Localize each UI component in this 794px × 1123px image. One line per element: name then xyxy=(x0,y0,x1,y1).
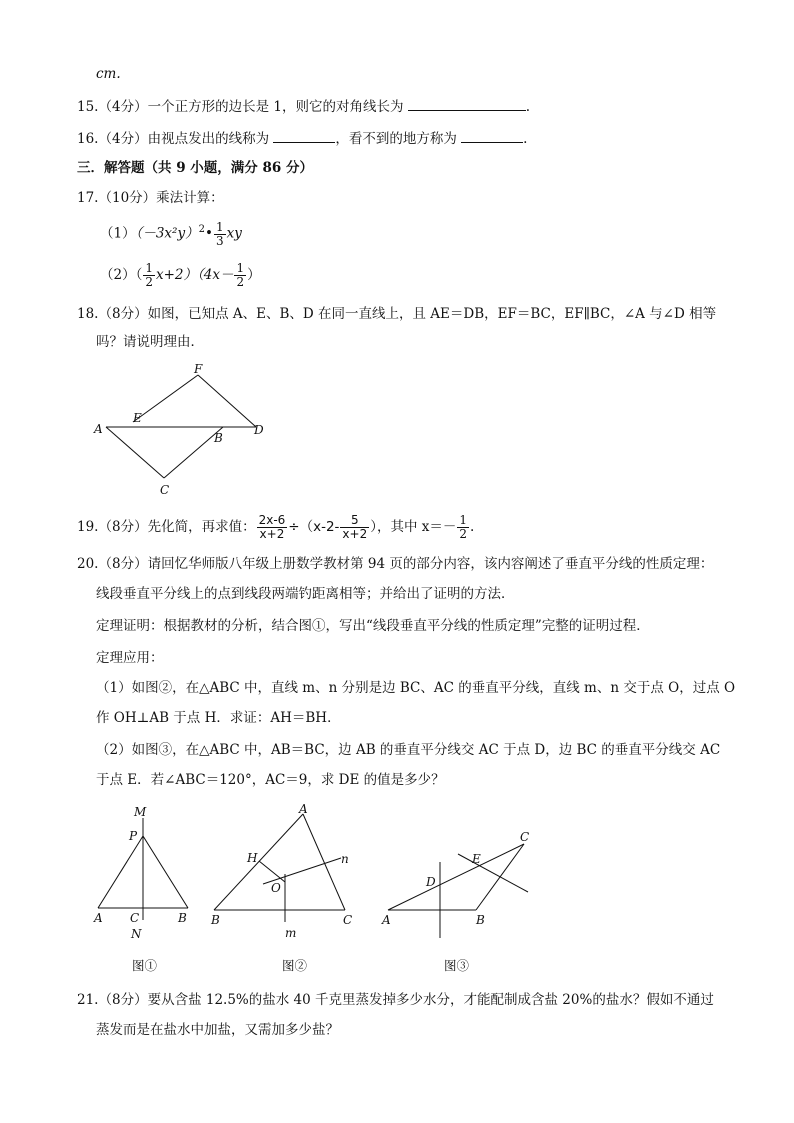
label-A: A xyxy=(94,422,103,436)
expression: ），其中 x＝－ xyxy=(370,519,457,535)
question-20-line-4: 定理应用： xyxy=(96,650,164,666)
question-20 xyxy=(77,554,713,574)
segment-FD xyxy=(198,375,256,427)
question-text: 如图，已知点 A、E、B、D 在同一直线上，且 AE＝DB，EF＝BC，EF∥BC，∠A 与∠D 相等 xyxy=(147,306,717,322)
figure-caption: 图② xyxy=(282,958,308,973)
section-title: 三．解答题（共 9 小题，满分 86 分） xyxy=(77,160,313,176)
question-points: （10分） xyxy=(98,190,157,206)
question-points: （8分） xyxy=(98,519,148,535)
question-number: 20. xyxy=(77,556,99,572)
label-m: m xyxy=(285,926,297,940)
question-text: 乘法计算： xyxy=(156,190,224,206)
figure-caption: 图③ xyxy=(444,958,470,973)
answer-blank xyxy=(461,128,523,143)
question-points: （4分） xyxy=(98,99,148,115)
period: . xyxy=(523,131,528,147)
label-B: B xyxy=(211,913,220,927)
question-18 xyxy=(77,304,716,324)
question-20-line-6: 作 OH⊥AB 于点 H．求证：AH＝BH． xyxy=(96,710,341,726)
part-label: （1） xyxy=(100,225,136,242)
label-E: E xyxy=(133,411,142,425)
figure-3 xyxy=(378,800,538,980)
question-points: （4分） xyxy=(98,131,148,147)
question-points: （8分） xyxy=(98,306,148,322)
question-20-line-8: 于点 E．若∠ABC＝120°，AC＝9，求 DE 的值是多少？ xyxy=(96,772,445,788)
label-H: H xyxy=(247,851,258,865)
exponent: 2 xyxy=(198,224,205,235)
label-B: B xyxy=(214,431,223,445)
question-points: （8分） xyxy=(98,992,148,1008)
label-O: O xyxy=(271,881,281,895)
question-points: （8分） xyxy=(98,556,148,572)
figure-q18 xyxy=(88,360,278,500)
label-C: C xyxy=(130,911,140,925)
expression: x+2）（4x－ xyxy=(155,267,234,283)
label-A: A xyxy=(94,911,103,925)
expression: （－3x²y） xyxy=(135,225,199,242)
label-C: C xyxy=(343,913,353,927)
question-number: 19. xyxy=(77,519,99,535)
question-number: 17. xyxy=(77,190,99,206)
question-17 xyxy=(77,188,224,208)
label-N: N xyxy=(131,927,142,941)
label-B: B xyxy=(178,911,187,925)
label-C: C xyxy=(520,830,530,844)
segment-EF xyxy=(133,375,198,422)
question-20-line-7: （2）如图③，在△ABC 中，AB＝BC，边 AB 的垂直平分线交 AC 于点 D，边 BC 的垂直平分线交 AC xyxy=(96,742,721,758)
figure-1 xyxy=(88,800,198,980)
label-M: M xyxy=(134,805,147,819)
fraction: $\frac{1}{3}$ xyxy=(215,219,224,248)
label-F: F xyxy=(194,362,203,376)
segment-AP xyxy=(98,836,143,908)
fraction: $\frac{5}{x+2}$ xyxy=(342,513,368,541)
question-text: 要从含盐 12.5%的盐水 40 千克里蒸发掉多少水分，才能配制成含盐 20%的盐水？假如不通过 xyxy=(147,992,714,1008)
question-text: 由视点发出的线称为 xyxy=(147,131,270,147)
question-text: ，看不到的地方称为 xyxy=(335,131,457,147)
segment-AC xyxy=(106,427,164,478)
question-19 xyxy=(77,514,474,541)
paren: ） xyxy=(247,267,261,283)
question-number: 18. xyxy=(77,306,99,322)
segment-BA xyxy=(214,814,303,910)
label-D: D xyxy=(254,423,264,437)
part-label: （2） xyxy=(100,267,136,283)
fraction: $\frac{2x-6}{x+2}$ xyxy=(258,513,286,541)
fraction: $\frac{1}{2}$ xyxy=(236,261,245,289)
label-A: A xyxy=(299,802,308,816)
fraction: $\frac{1}{2}$ xyxy=(459,513,468,541)
question-17-part-1 xyxy=(100,220,242,248)
question-20-line-3: 定理证明：根据教材的分析，结合图①，写出“线段垂直平分线的性质定理”完整的证明过程． xyxy=(96,618,650,634)
question-number: 15. xyxy=(77,99,99,115)
question-text: 一个正方形的边长是 1，则它的对角线长为 xyxy=(147,99,404,115)
label-C: C xyxy=(160,483,170,497)
segment-AC xyxy=(303,814,345,910)
fraction: $\frac{1}{2}$ xyxy=(145,261,153,289)
period: . xyxy=(525,99,531,115)
label-E: E xyxy=(472,852,481,866)
question-16 xyxy=(77,128,527,149)
expression: xy xyxy=(226,225,242,242)
figure-caption: 图① xyxy=(132,958,158,973)
answer-blank xyxy=(273,128,335,143)
expression: ÷（x-2- xyxy=(288,519,340,535)
label-B: B xyxy=(476,913,485,927)
period: . xyxy=(470,519,475,535)
question-21 xyxy=(77,990,714,1010)
figure-2 xyxy=(205,800,365,980)
answer-blank xyxy=(408,96,526,111)
question-17-part-2 xyxy=(100,262,261,289)
segment-AC xyxy=(388,844,524,910)
label-n: n xyxy=(341,852,349,866)
question-text: 请回忆华师版八年级上册数学教材第 94 页的部分内容，该内容阐述了垂直平分线的性质定理： xyxy=(147,556,714,572)
question-text: 先化简，再求值： xyxy=(147,519,256,535)
paren: （ xyxy=(135,267,143,283)
question-21-line-2: 蒸发而是在盐水中加盐，又需加多少盐？ xyxy=(96,1022,339,1038)
question-number: 21. xyxy=(77,992,99,1008)
label-P: P xyxy=(129,829,138,843)
question-18-line-2: 吗？请说明理由． xyxy=(96,334,204,350)
question-number: 16. xyxy=(77,131,99,147)
label-A: A xyxy=(382,913,391,927)
segment-PB xyxy=(143,836,188,908)
segment-OH xyxy=(259,861,285,882)
question-20-line-5: （1）如图②，在△ABC 中，直线 m、n 分别是边 BC、AC 的垂直平分线，直线 m、n 交于点 O，过点 O xyxy=(96,680,736,696)
label-D: D xyxy=(426,875,436,889)
unit-text: cm. xyxy=(96,66,121,82)
question-20-line-2: 线段垂直平分线上的点到线段两端钓距离相等；并给出了证明的方法． xyxy=(96,586,515,602)
question-15 xyxy=(77,96,530,117)
dot: • xyxy=(204,225,213,242)
